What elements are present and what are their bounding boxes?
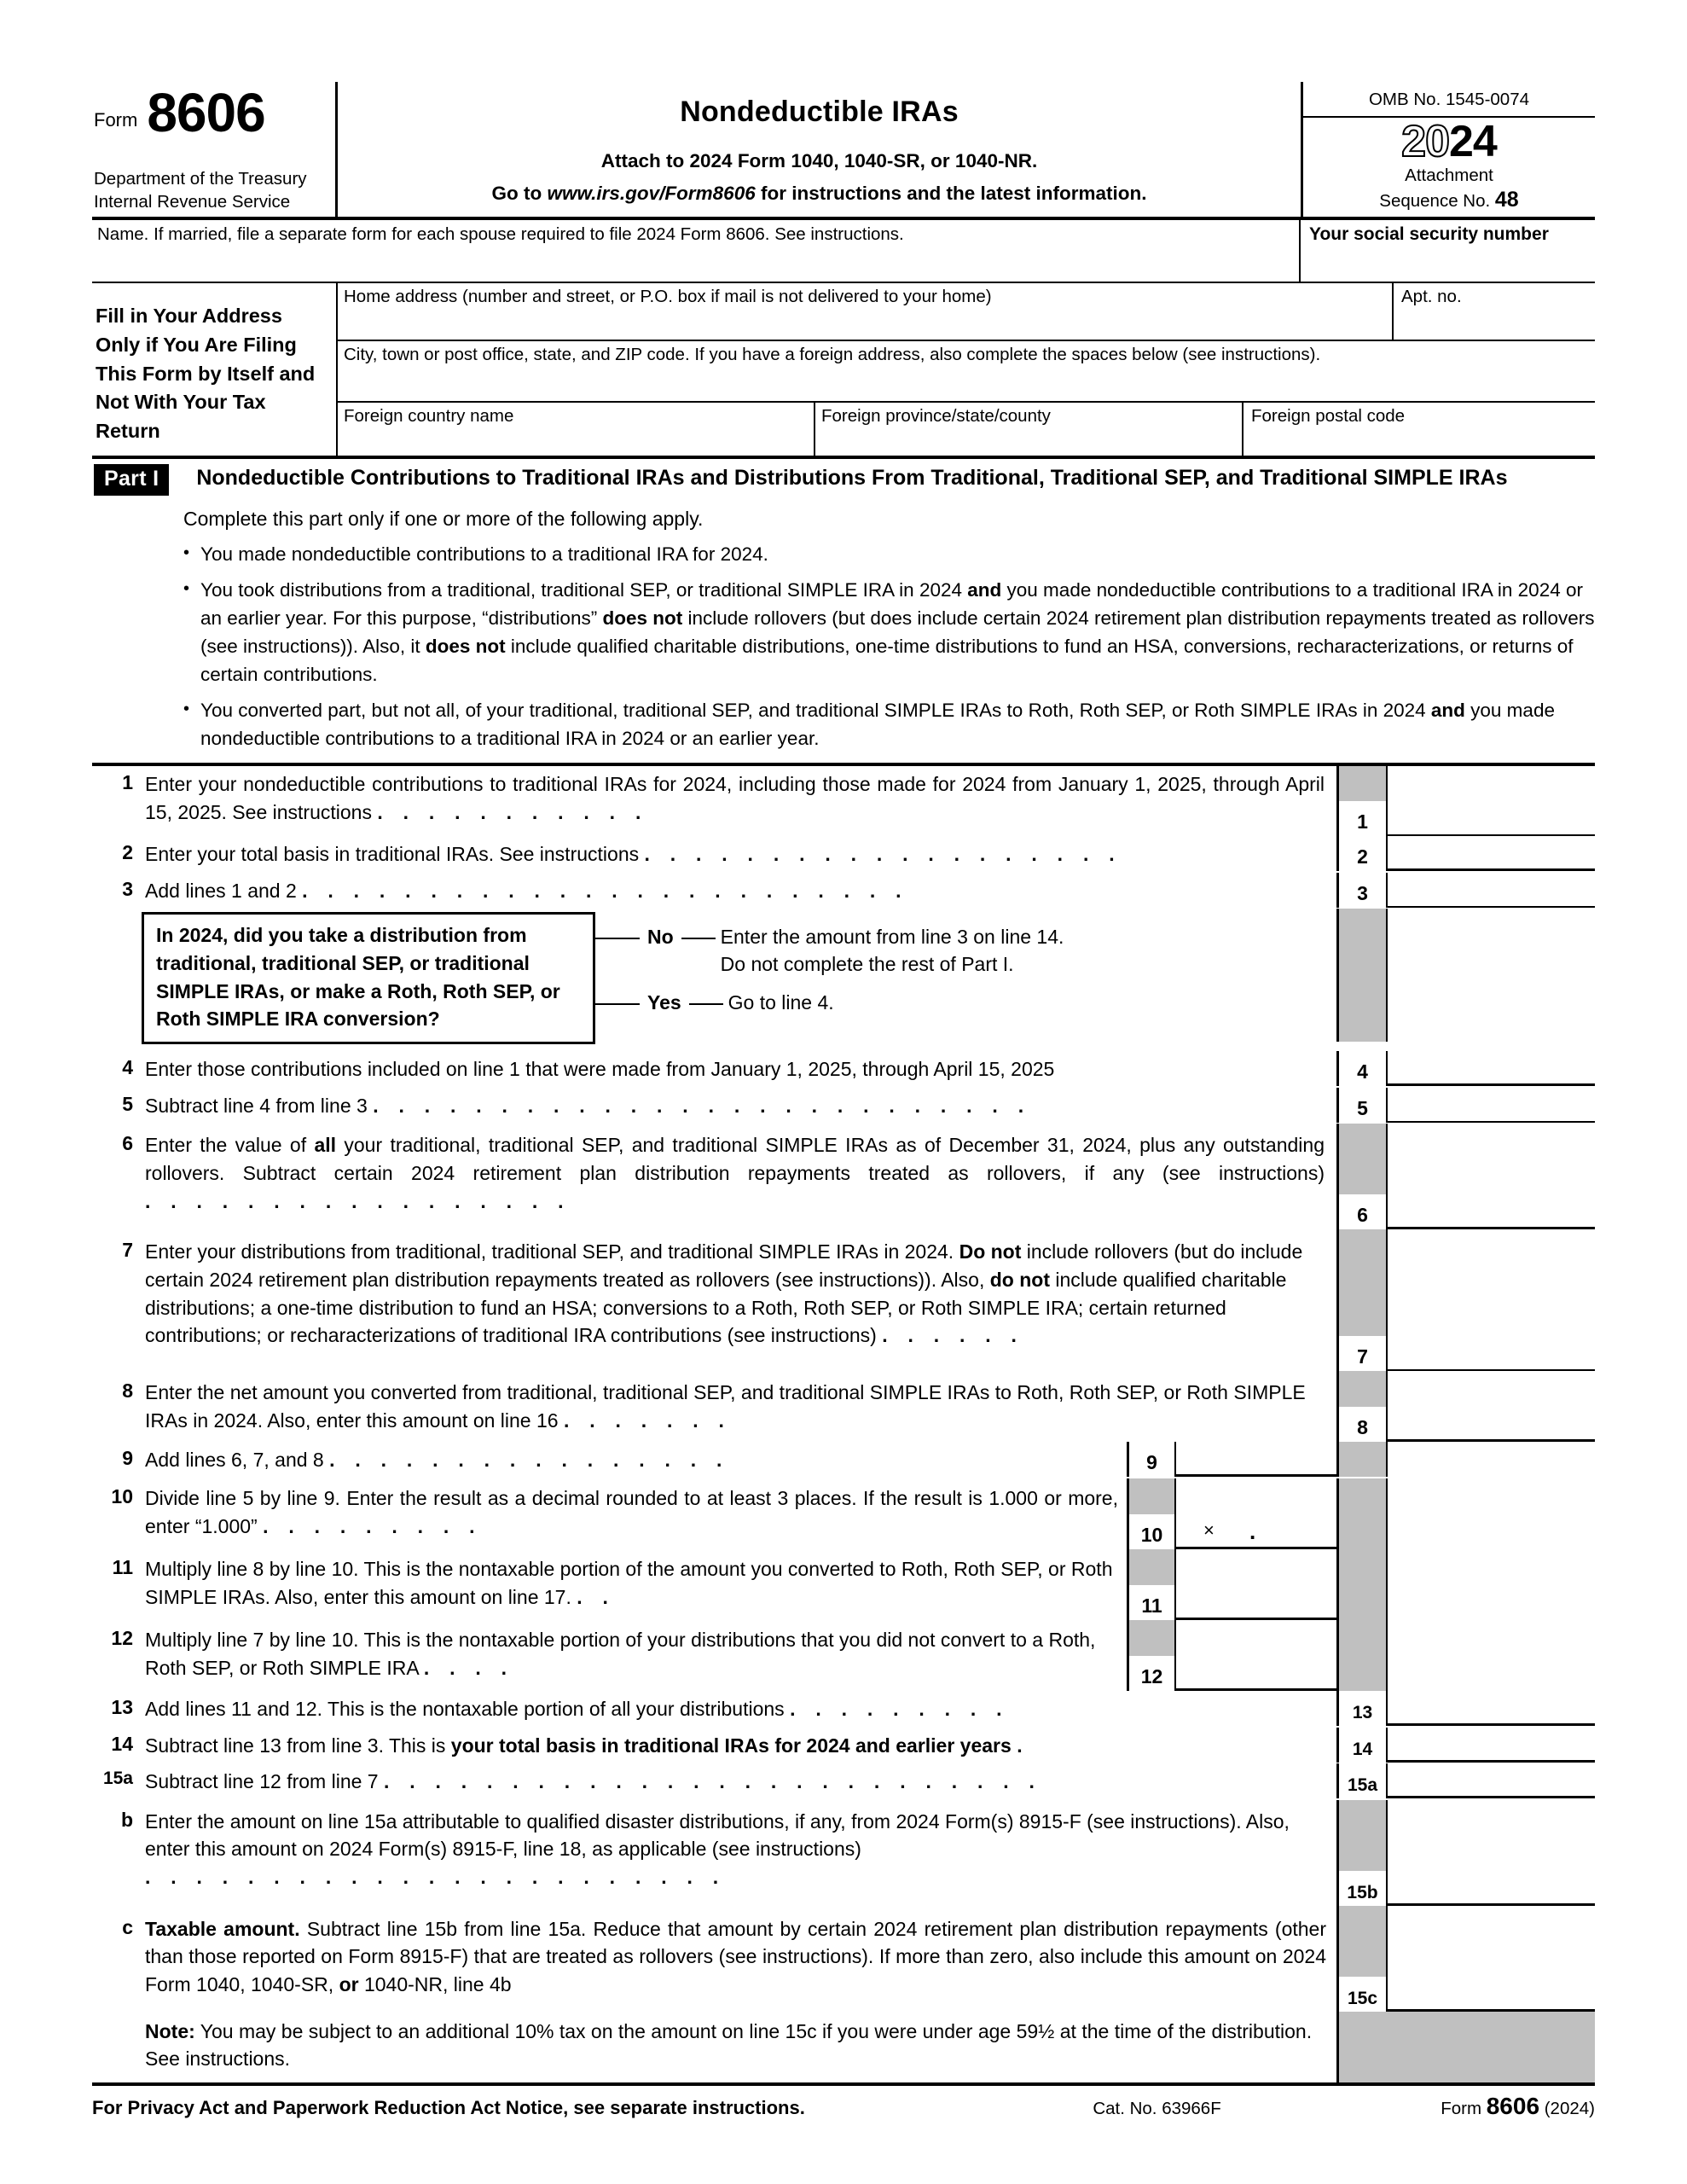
goto-prefix: Go to [491, 183, 548, 204]
line-15a-number-box [1336, 1763, 1388, 1798]
line-15c-number-box [1336, 1906, 1388, 2012]
condition-bullet-2 [183, 576, 1595, 688]
line-7-row [92, 1229, 1595, 1371]
note-text: Note: You may be subject to an additional 10% tax on the amount on line 15c if you were under age 59½ at the time of the distribution. See instructions. [145, 2019, 1313, 2071]
attachment-sequence [1303, 165, 1595, 213]
leader-dots: . . . . . . . . . . . . . . . . . . . [644, 842, 1122, 865]
line-7-number: 7 [122, 1239, 133, 1262]
yes-label: Yes [647, 990, 681, 1014]
line-8-number-box [1336, 1371, 1388, 1442]
line-11-box-label: 11 [1141, 1594, 1162, 1617]
footer-form-label: Form [1441, 2098, 1482, 2118]
line-10-row [92, 1478, 1595, 1549]
line-6-box-label: 6 [1357, 1204, 1368, 1227]
leader-dots: . . . . . . . . . [263, 1514, 483, 1537]
address-fields [338, 283, 1595, 456]
leader-dots: . . . . . . . . . . . . . . . . [329, 1449, 730, 1472]
form-footer [92, 2082, 1595, 2120]
line-14-text: Subtract line 13 from line 3. This is your total basis in traditional IRAs for 2024 and earlier years . [145, 1728, 1336, 1764]
decimal-point: . [1249, 1518, 1256, 1544]
decision-gap-amount [1388, 909, 1595, 1042]
line-3-box-label: 3 [1357, 881, 1368, 904]
line-10-number-box [1127, 1478, 1176, 1549]
attachment-label: Attachment [1405, 166, 1493, 185]
line-12-amount-field[interactable] [1176, 1620, 1336, 1691]
part-1-lines [92, 763, 1595, 2082]
name-ssn-row [92, 220, 1595, 283]
line-4-number: 4 [122, 1055, 133, 1078]
line-8-number: 8 [122, 1380, 133, 1403]
address-block [92, 283, 1595, 459]
foreign-country-field[interactable] [338, 403, 815, 456]
note-spacer [92, 2012, 145, 2082]
line-15c-box-label: 15c [1347, 1988, 1378, 2008]
line-5-number-box [1336, 1088, 1388, 1123]
line-15b-amount-field[interactable] [1388, 1800, 1595, 1906]
footer-form-id [1441, 2093, 1595, 2120]
line-2-row [92, 836, 1595, 873]
line-11-amount-field[interactable] [1176, 1549, 1336, 1620]
omb-number: OMB No. 1545-0074 [1303, 82, 1595, 118]
branch-line-icon [681, 938, 716, 939]
part-1-header [92, 459, 1595, 496]
part-1-tag: Part I [94, 464, 169, 496]
tax-year [1303, 119, 1595, 164]
line-1-number-box [1336, 766, 1388, 836]
line-5-number: 5 [122, 1092, 133, 1115]
condition-text: You made nondeductible contributions to a traditional IRA for 2024. [200, 543, 768, 565]
line-8-text: Enter the net amount you converted from traditional, traditional SEP, and traditional SIMPLE IRAs to Roth, Roth SEP, or Roth SIMPLE IRAs in 2024. Also, enter this amount on line 16 . . . . . . . [145, 1371, 1336, 1442]
home-address-label: Home address (number and street, or P.O. box if mail is not delivered to your home) [344, 287, 992, 306]
bullet-icon: • [183, 699, 190, 718]
line-1-row [92, 766, 1595, 836]
line-15c-note-row [92, 2012, 1595, 2082]
line-15c-amount-field[interactable] [1388, 1906, 1595, 2012]
line-2-box-label: 2 [1357, 845, 1368, 868]
ssn-label: Your social security number [1309, 224, 1549, 244]
line-15b-row [92, 1800, 1595, 1906]
line-14-number-box [1336, 1728, 1388, 1763]
multiply-symbol: × [1203, 1519, 1215, 1541]
line-15a-number: 15a [102, 1769, 133, 1789]
issuing-agency [94, 167, 307, 213]
city-state-zip-field[interactable] [338, 341, 1595, 403]
line-15c-row [92, 1906, 1595, 2012]
part-1-intro: Complete this part only if one or more of the following apply. [183, 507, 704, 530]
line-1-text: Enter your nondeductible contributions to traditional IRAs for 2024, including those made for 2024 from January 1, 2025, through April 15, 2025. See instructions . . . . . . . . . . . [145, 766, 1336, 836]
line-12-number: 12 [111, 1626, 133, 1649]
line-9-amount-field[interactable] [1176, 1442, 1336, 1477]
form-header [92, 82, 1595, 220]
line-7-box-label: 7 [1357, 1345, 1368, 1368]
footer-form-number: 8606 [1486, 2092, 1540, 2119]
note-gap-amount [1388, 2012, 1595, 2082]
leader-dots: . . . . . . . . . [790, 1697, 1010, 1720]
line-5-box-label: 5 [1357, 1096, 1368, 1119]
line-15b-number: b [120, 1808, 133, 1831]
line-13-row [92, 1691, 1595, 1728]
line-14-row [92, 1728, 1595, 1764]
line-13-number-box [1336, 1691, 1388, 1726]
note-gap-box [1336, 2012, 1388, 2082]
leader-dots: . . . . . . [882, 1324, 1024, 1347]
line-6-number-box [1336, 1124, 1388, 1229]
line-4-row [92, 1051, 1595, 1088]
line-8-box-label: 8 [1357, 1416, 1368, 1439]
line-15a-box-label: 15a [1347, 1775, 1378, 1796]
branch-line-icon [689, 1003, 723, 1005]
line-6-row [92, 1124, 1595, 1229]
agency-line: Internal Revenue Service [94, 191, 291, 212]
line-10-text: Divide line 5 by line 9. Enter the result as a decimal rounded to at least 3 places. If the result is 1.000 or more, enter “1.000” . . . . . . . . . [145, 1478, 1127, 1549]
form-identity-block [92, 82, 338, 217]
condition-bullet-3 [183, 696, 1595, 752]
line-12-text: Multiply line 7 by line 10. This is the nontaxable portion of your distributions that you did not convert to a Roth, Roth SEP, or Roth SIMPLE IRA . . . . [145, 1620, 1127, 1691]
line-15c-text: Taxable amount. Subtract line 15b from line 15a. Reduce that amount by certain 2024 retirement plan distribution repayments (other than those reported on Form 8915-F) that are treated as rollovers (see instructions). If more than zero, also include this amount on 2024 Form 1040, 1040-SR, or 1040-NR, line 4b [145, 1917, 1326, 1996]
line-6-text: Enter the value of all your traditional, traditional SEP, and traditional SIMPLE IRAs as of December 31, 2024, plus any outstanding rollovers. Subtract certain 2024 retirement plan distribution repayments treated as rollovers, if any (see instructions) . . . . . . . . . . . . . . . . . [145, 1124, 1336, 1229]
department-line: Department of the Treasury [94, 168, 307, 189]
form-title-block [338, 82, 1301, 217]
line-1-amount-field[interactable] [1388, 766, 1595, 836]
leader-dots: . . [577, 1585, 616, 1608]
leader-dots: . . . . . . . . . . . . . . . . . . . . . . . . [302, 879, 909, 902]
leader-dots: . . . . . . . . . . . [377, 800, 649, 823]
line-12-right-gap-box [1336, 1620, 1388, 1691]
yes-result: Go to line 4. [728, 990, 834, 1014]
line-9-number: 9 [122, 1447, 133, 1470]
line-4-amount-field[interactable] [1388, 1051, 1595, 1086]
line-14-box-label: 14 [1352, 1739, 1373, 1759]
line-13-text: Add lines 11 and 12. This is the nontaxable portion of all your distributions . . . . . . . . . [145, 1691, 1336, 1728]
line-2-number: 2 [122, 840, 133, 863]
foreign-province-label: Foreign province/state/county [821, 406, 1051, 426]
leader-dots: . . . . . . . . . . . . . . . . . . . . . . . [145, 1866, 726, 1889]
line-7-number-box [1336, 1229, 1388, 1371]
line-1-number: 1 [122, 770, 133, 793]
line-7-amount-field[interactable] [1388, 1229, 1595, 1371]
bullet-icon: • [183, 543, 190, 562]
leader-dots: . . . . . . . . . . . . . . . . . . . . . . . . . . [383, 1770, 1042, 1793]
leader-dots: . [1017, 1734, 1030, 1757]
form-number: 8606 [147, 82, 265, 143]
footer-form-year: (2024) [1544, 2098, 1595, 2118]
condition-bullet-1 [183, 540, 1595, 568]
line-12-number-box [1127, 1620, 1176, 1691]
form-label: Form [94, 108, 138, 131]
apt-no-field[interactable] [1394, 283, 1595, 340]
line-12-right-gap-amount [1388, 1620, 1595, 1691]
line-4-text: Enter those contributions included on line 1 that were made from January 1, 2025, through April 15, 2025 [145, 1057, 1055, 1080]
line-5-text: Subtract line 4 from line 3 . . . . . . . . . . . . . . . . . . . . . . . . . . [145, 1088, 1336, 1124]
line-6-amount-field[interactable] [1388, 1124, 1595, 1229]
line-5-amount-field[interactable] [1388, 1088, 1595, 1123]
branch-line-icon [595, 938, 640, 939]
line-9-right-gap-box [1336, 1442, 1388, 1477]
line-11-number: 11 [112, 1555, 133, 1578]
page-title: Nondeductible IRAs [680, 96, 959, 128]
decision-branch-yes [595, 990, 1336, 1016]
name-label: Name. If married, file a separate form for each spouse required to file 2024 Form 8606. See instructions. [97, 224, 904, 244]
bullet-icon: • [183, 578, 190, 598]
line-15c-number: c [122, 1915, 133, 1938]
line-14-number: 14 [111, 1732, 133, 1755]
privacy-notice: For Privacy Act and Paperwork Reduction Act Notice, see separate instructions. [92, 2096, 805, 2118]
line-15a-text: Subtract line 12 from line 7 . . . . . . . . . . . . . . . . . . . . . . . . . . [145, 1763, 1336, 1800]
branch-line-icon [595, 1003, 640, 1005]
no-result-line-2: Do not complete the rest of Part I. [720, 952, 1014, 975]
distribution-question: In 2024, did you take a distribution from traditional, traditional SEP, or traditional SIMPLE IRAs, or make a Roth, Roth SEP, or Roth SIMPLE IRA conversion? [142, 912, 595, 1044]
home-address-field[interactable] [338, 283, 1394, 340]
line-15a-amount-field[interactable] [1388, 1763, 1595, 1798]
no-result-line-1: Enter the amount from line 3 on line 14. [720, 926, 1064, 949]
line-10-box-label: 10 [1140, 1523, 1163, 1546]
line-3-row [92, 873, 1595, 909]
line-10-number: 10 [111, 1484, 133, 1507]
apt-no-label: Apt. no. [1401, 287, 1462, 306]
line-13-amount-field[interactable] [1388, 1691, 1595, 1726]
line-3-amount-field[interactable] [1388, 873, 1595, 908]
no-label: No [647, 926, 674, 949]
line-4-box-label: 4 [1357, 1060, 1368, 1083]
line-7-text: Enter your distributions from traditional, traditional SEP, and traditional SIMPLE IRAs in 2024. Do not include rollovers (but do include certain 2024 retirement plan distribution repayments treated as rollovers (see instructions)). Also, do not include qualified charitable distributions; a one-time distribution to fund an HSA; conversions to a Roth, Roth SEP, or Roth SIMPLE IRA; certain returned contributions; or recharacterizations of traditional IRA contributions (see instructions) . . . . . . [145, 1229, 1336, 1371]
line-9-row [92, 1442, 1595, 1478]
line-11-row [92, 1549, 1595, 1620]
omb-block [1301, 82, 1595, 217]
line-1-box-label: 1 [1357, 810, 1368, 833]
line-10-amount-field[interactable] [1176, 1478, 1336, 1549]
leader-dots: . . . . . . . . . . . . . . . . . [145, 1189, 571, 1212]
line-12-box-label: 12 [1140, 1664, 1163, 1687]
line-3-number: 3 [122, 877, 133, 900]
line-9-text: Add lines 6, 7, and 8 . . . . . . . . . . . . . . . . [145, 1442, 1127, 1478]
irs-url-link[interactable]: www.irs.gov/Form8606 [547, 183, 756, 204]
part-1-conditions [183, 540, 1595, 752]
line-10-right-gap-box [1336, 1478, 1388, 1549]
line-2-text: Enter your total basis in traditional IRAs. See instructions . . . . . . . . . . . . . . . . . . . [145, 836, 1336, 873]
no-result [716, 924, 1064, 978]
line-15a-row [92, 1763, 1595, 1800]
line-15b-text: Enter the amount on line 15a attributable to qualified disaster distributions, if any, from 2024 Form(s) 8915-F (see instructions). Also, enter this amount on 2024 Form(s) 8915-F, line 18, as applicable (see instructions) . . . . . . . . . . . . . . . . . . . . . . . [145, 1800, 1336, 1906]
sequence-number: 48 [1494, 187, 1519, 212]
leader-dots: . . . . . . . . . . . . . . . . . . . . . . . . . . [373, 1094, 1031, 1117]
distribution-decision-row [92, 909, 1595, 1051]
foreign-province-field[interactable] [815, 403, 1244, 456]
sequence-label: Sequence No. [1379, 190, 1491, 211]
line-11-right-gap-box [1336, 1549, 1388, 1620]
line-15b-box-label: 15b [1347, 1882, 1378, 1902]
line-11-number-box [1127, 1549, 1176, 1620]
decision-branches [595, 912, 1336, 1016]
line-10-right-gap-amount [1388, 1478, 1595, 1549]
address-side-label: Fill in Your Address Only if You Are Filing This Form by Itself and Not With Your Tax Return [92, 283, 338, 456]
line-8-amount-field[interactable] [1388, 1371, 1595, 1442]
line-9-right-gap-amount [1388, 1442, 1595, 1477]
foreign-postal-label: Foreign postal code [1251, 406, 1406, 426]
line-4-number-box [1336, 1051, 1388, 1086]
leader-dots: . . . . . . . [563, 1409, 732, 1432]
line-13-number: 13 [111, 1695, 133, 1718]
line-11-text: Multiply line 8 by line 10. This is the nontaxable portion of the amount you converted to Roth, Roth SEP, or Roth SIMPLE IRAs. Also, enter this amount on line 17. . . [145, 1549, 1127, 1620]
ssn-field[interactable] [1301, 220, 1595, 282]
condition-text: You converted part, but not all, of your traditional, traditional SEP, and traditional SIMPLE IRAs to Roth, Roth SEP, or Roth SIMPLE IRAs in 2024 and you made nondeductible contributions to a traditional IRA in 2024 or an earlier year. [200, 699, 1555, 749]
line-3-text: Add lines 1 and 2 . . . . . . . . . . . . . . . . . . . . . . . . [145, 873, 1336, 909]
name-field[interactable] [92, 220, 1301, 282]
goto-suffix: for instructions and the latest information. [755, 183, 1147, 204]
line-8-row [92, 1371, 1595, 1442]
decision-gap-box [1336, 909, 1388, 1042]
form-8606 [92, 82, 1595, 2120]
line-9-number-box [1127, 1442, 1176, 1477]
line-12-row [92, 1620, 1595, 1691]
decision-branch-no [595, 924, 1336, 978]
line-2-amount-field[interactable] [1388, 836, 1595, 871]
city-state-zip-label: City, town or post office, state, and ZIP code. If you have a foreign address, also complete the spaces below (see instructions). [344, 345, 1321, 364]
leader-dots: . . . . [423, 1656, 514, 1679]
line-6-number: 6 [122, 1132, 133, 1155]
goto-instruction [338, 183, 1301, 205]
foreign-postal-field[interactable] [1244, 403, 1595, 456]
line-9-box-label: 9 [1146, 1451, 1157, 1474]
tax-year-prefix: 20 [1401, 117, 1449, 166]
line-15b-number-box [1336, 1800, 1388, 1906]
line-14-amount-field[interactable] [1388, 1728, 1595, 1763]
catalog-number: Cat. No. 63966F [1093, 2098, 1221, 2118]
line-2-number-box [1336, 836, 1388, 871]
condition-text: You took distributions from a traditional, traditional SEP, or traditional SIMPLE IRA in 2024 and you made nondeductible contributions to a traditional IRA in 2024 or an earlier year. For this purpose, “distributions” does not include rollovers (but does include certain 2024 retirement plan distribution repayments treated as rollovers (see instructions)). Also, it does not include qualified charitable distributions, one-time distributions to fund an HSA, conversions, recharacterizations, or returns of certain contributions. [200, 578, 1595, 685]
line-13-box-label: 13 [1352, 1702, 1373, 1722]
foreign-country-label: Foreign country name [344, 406, 514, 426]
line-5-row [92, 1088, 1595, 1124]
attach-instruction: Attach to 2024 Form 1040, 1040-SR, or 1040-NR. [600, 150, 1038, 171]
part-1-title: Nondeductible Contributions to Traditional IRAs and Distributions From Traditional, Traditional SEP, and Traditional SIMPLE IRAs [196, 466, 1508, 490]
line-11-right-gap-amount [1388, 1549, 1595, 1620]
line-3-number-box [1336, 873, 1388, 908]
tax-year-suffix: 24 [1449, 117, 1497, 166]
